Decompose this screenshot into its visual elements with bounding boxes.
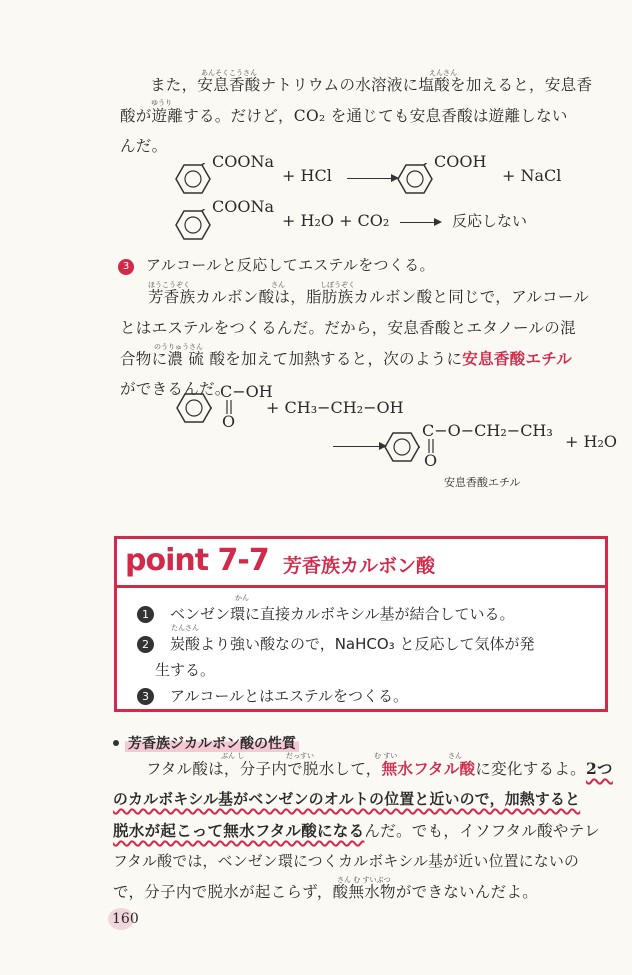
highlight-phthalic-anhydride: 無水フタル酸 [381, 760, 476, 778]
acid-carbonyl-o: O [222, 412, 236, 431]
point-item-number: 1 [137, 606, 154, 623]
point-label: point 7-7 [125, 543, 269, 578]
benzene-ring-icon [384, 431, 420, 463]
reaction-arrow [400, 222, 440, 223]
ruby-dassui: だっすい [286, 752, 314, 760]
highlight-ethyl-benzoate: 安息香酸エチル [462, 350, 573, 368]
product-group-cooh: COOH [434, 152, 487, 171]
reaction-arrow [333, 446, 385, 447]
benzene-ring-icon [397, 163, 433, 195]
section-line-3-text: んだ。でも，イソフタル酸やテレ [364, 822, 601, 840]
ruby-musui: む すい [374, 752, 398, 760]
benzene-ring-icon [176, 392, 212, 424]
point-item-text: ベンゼン環に直接カルボキシル基が結合している。 [170, 605, 515, 623]
point-item-2-cont: 生する。 [155, 661, 216, 679]
reactant-group-coona-2: COONa [212, 197, 275, 216]
point-item-number: 3 [137, 688, 154, 705]
point-title: 芳香族カルボン酸 [283, 555, 436, 577]
plus-nacl: + NaCl [502, 166, 562, 185]
emphasis-text: 2つ [585, 759, 613, 778]
ruby-shibouzoku: しぼうぞく [320, 281, 355, 289]
emphasis-text: のカルボキシル基がベンゼンのオルトの位置と近いので，加熱すると [113, 791, 581, 808]
section-heading-text: 芳香族ジカルボン酸の性質 [125, 736, 299, 752]
section-line-2 [113, 784, 580, 815]
ester-group: C−O−CH₂−CH₃ [422, 421, 553, 440]
benzene-ring-icon [175, 209, 211, 241]
ruby-san: さん [271, 281, 285, 289]
ruby-san-2: さん [448, 752, 462, 760]
section-line-3 [113, 815, 600, 847]
item3-line-2: とはエステルをつくるんだ。だから，安息香酸とエタノールの混 [120, 319, 576, 337]
point-item-1 [137, 603, 514, 624]
ethanol-formula: + CH₃−CH₂−OH [266, 398, 404, 417]
section-line-1-text-b: に変化するよ。 [475, 760, 586, 778]
plus-hcl: + HCl [282, 166, 332, 185]
ester-caption: 安息香酸エチル [444, 476, 521, 489]
item-number-badge: 3 [118, 259, 134, 275]
ruby-nouryuusan: のうりゅうさん [154, 343, 203, 351]
point-header [117, 539, 605, 588]
item3-heading: アルコールと反応してエステルをつくる。 [146, 256, 435, 274]
bullet-dot-icon [113, 740, 119, 746]
benzene-ring-icon [175, 163, 211, 195]
emphasis-text: 脱水が起こって無水フタル酸になる [113, 821, 365, 840]
item3-line-3 [120, 344, 572, 375]
section-line-4: フタル酸では，ベンゼン環につくカルボキシル基が近い位置にないの [113, 853, 580, 870]
ruby-anzoku: あんそくこうさん [201, 69, 257, 77]
item3-line-4: ができるんだ。 [120, 380, 231, 398]
ruby-kan: かん [235, 594, 249, 602]
section-line-1 [146, 753, 613, 785]
point-box [114, 536, 608, 712]
reactant-group-coona: COONa [212, 152, 275, 171]
point-item-3 [137, 685, 408, 706]
point-item-text: アルコールとはエステルをつくる。 [170, 687, 409, 705]
intro-line-3: んだ。 [120, 137, 168, 155]
intro-line-1: また，安息香酸ナトリウムの水溶液に塩酸を加えると，安息香 [150, 76, 593, 94]
point-item-text: 炭酸より強い酸なので，NaHCO₃ と反応して気体が発 [170, 635, 535, 653]
ruby-ensan: えんさん [429, 69, 457, 77]
item3-line-3-text: 合物に濃 硫 酸を加えて加熱すると，次のように [120, 350, 463, 368]
acid-group-c-oh: C−OH [220, 382, 273, 401]
ruby-yuuri: ゆうり [151, 99, 172, 107]
ruby-houkouzoku: ほうこうぞく [148, 281, 190, 289]
section-heading [113, 733, 299, 753]
reagents-h2o-co2: + H₂O + CO₂ [282, 211, 390, 230]
section-line-5: で，分子内で脱水が起こらず，酸無水物ができないんだよ。 [113, 883, 539, 901]
point-item-2 [137, 633, 534, 654]
point-item-number: 2 [137, 636, 154, 653]
reaction-arrow [347, 178, 397, 179]
water-product: + H₂O [565, 432, 617, 451]
ruby-sanmusuibutsu: さん む すいぶつ [337, 876, 391, 884]
page-number: 160 [112, 911, 139, 927]
no-reaction-label: 反応しない [452, 212, 528, 230]
section-line-1-text: フタル酸は，分子内で脱水して， [146, 760, 382, 778]
ruby-tansan: たんさん [171, 624, 199, 632]
ester-carbonyl-o: O [424, 451, 438, 470]
intro-line-2: 酸が遊離する。だけど，CO₂ を通じても安息香酸は遊離しない [120, 107, 568, 125]
ruby-bunshi: ぶん し [221, 752, 245, 760]
item3-line-1: 芳香族カルボン酸は，脂肪族カルボン酸と同じで，アルコール [148, 288, 590, 306]
